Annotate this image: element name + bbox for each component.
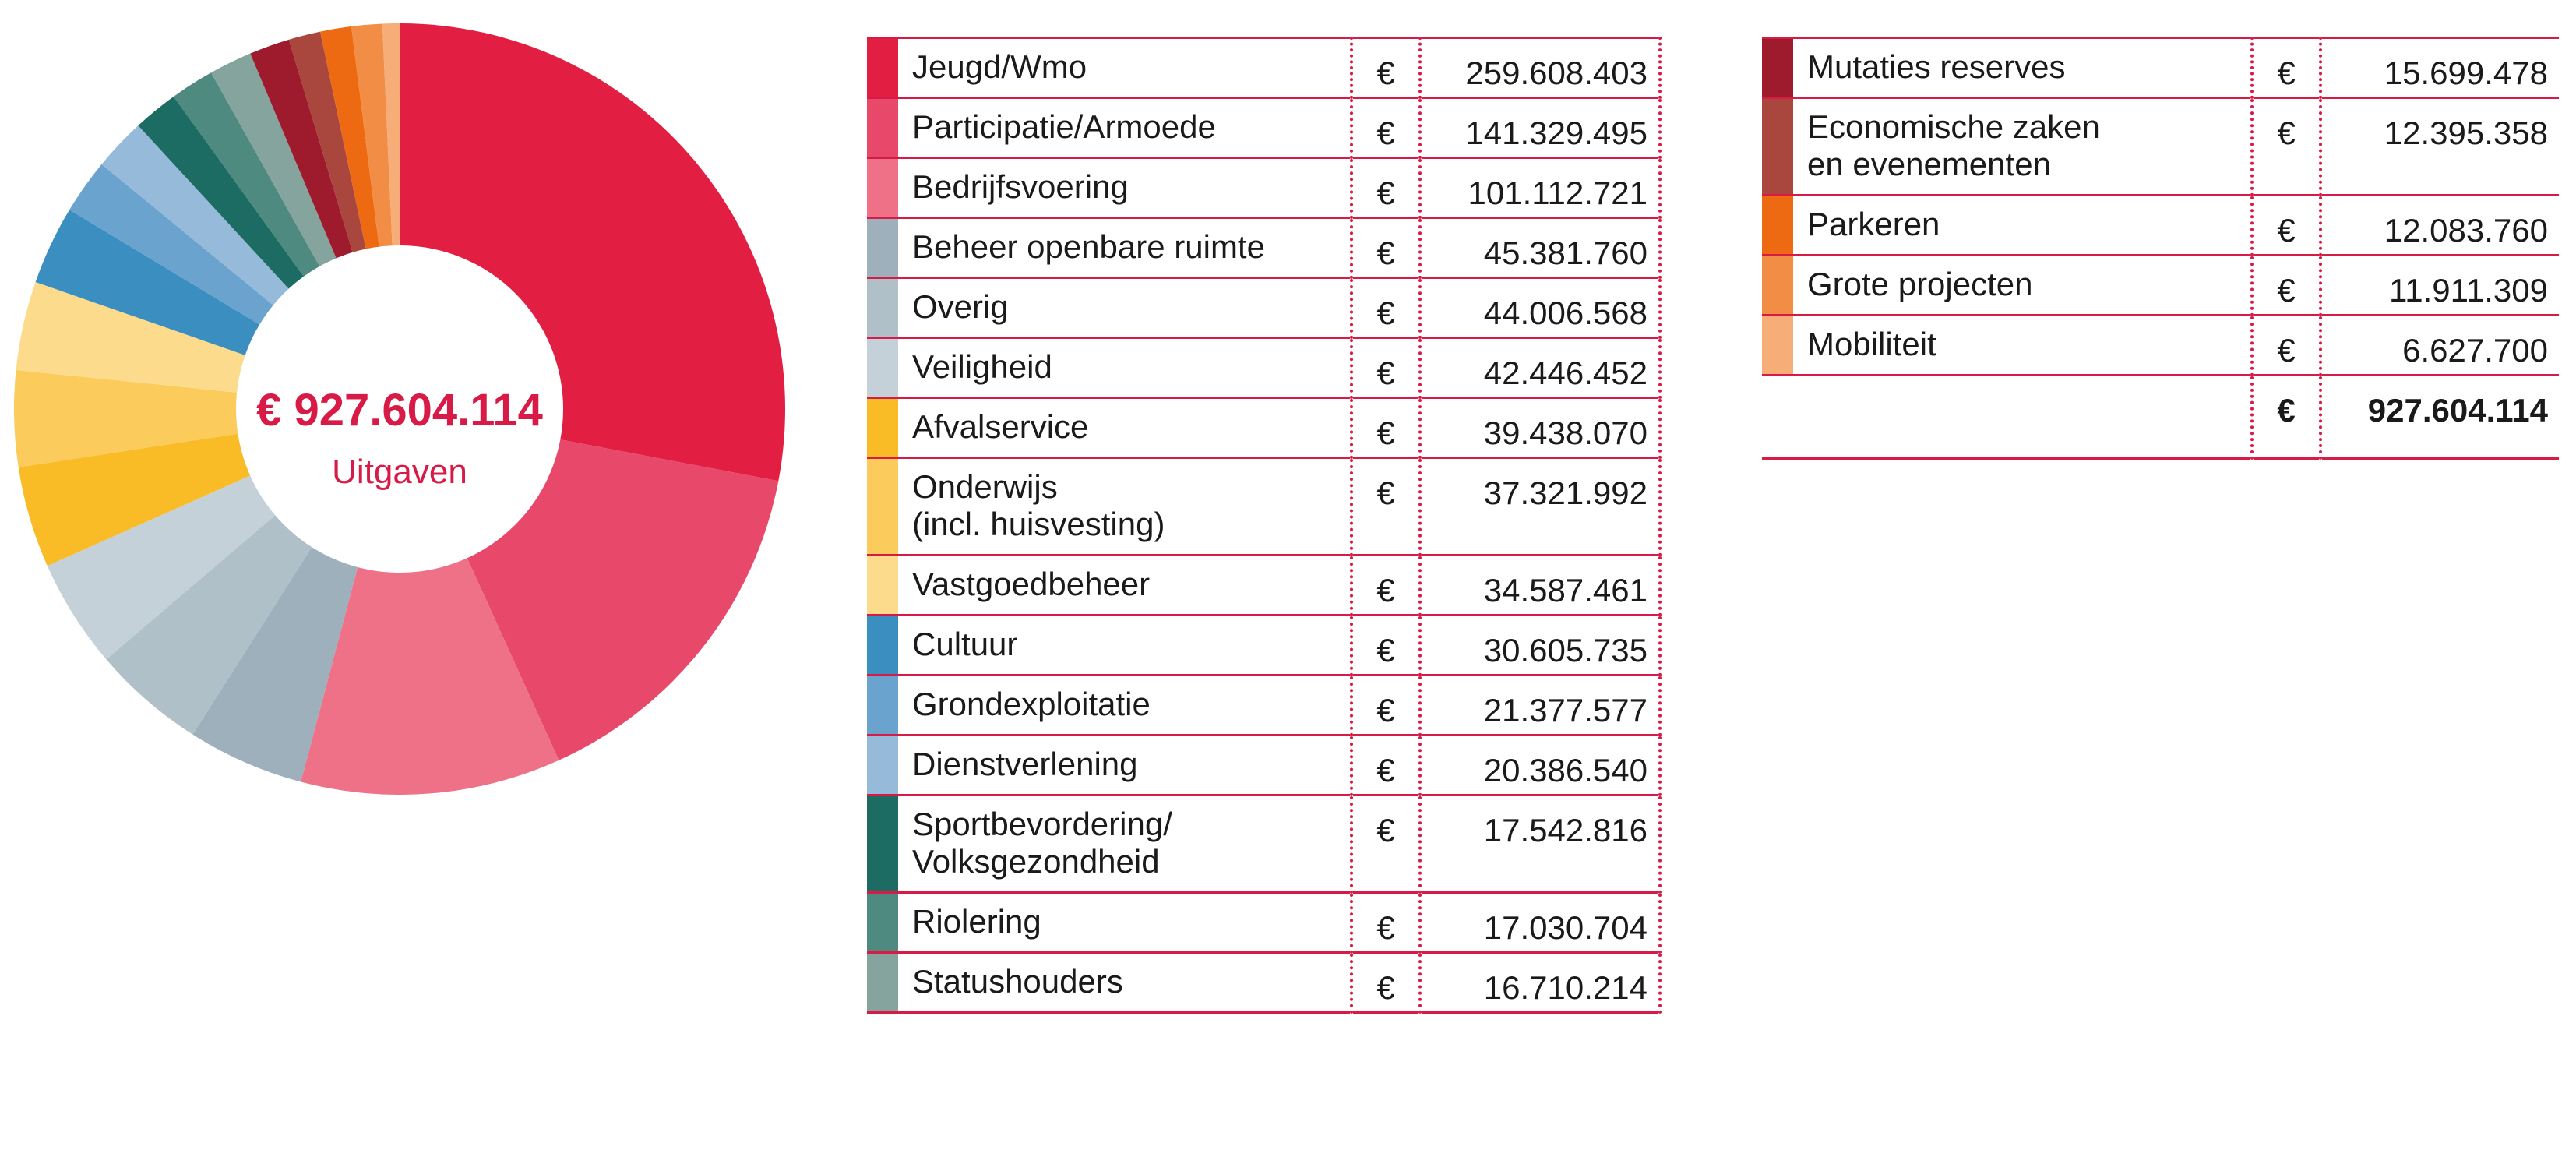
- legend-amount: 16.710.214: [1420, 953, 1660, 1013]
- legend-row: [867, 893, 1660, 953]
- legend-row: [867, 795, 1660, 893]
- legend-table-right: [1762, 37, 2559, 460]
- legend-swatch: [867, 278, 898, 338]
- legend-row: [867, 616, 1660, 676]
- legend-row: [1762, 316, 2559, 376]
- legend-swatch: [867, 38, 898, 98]
- legend-label: Dienstverlening: [898, 736, 1351, 795]
- currency-symbol: €: [2252, 38, 2321, 98]
- currency-symbol: €: [1351, 278, 1420, 338]
- currency-symbol: €: [1351, 953, 1420, 1013]
- legend-swatch: [1762, 316, 1793, 376]
- legend-swatch: [867, 616, 898, 676]
- legend-swatch: [1762, 98, 1793, 196]
- legend-label: Afvalservice: [898, 398, 1351, 458]
- currency-symbol: €: [2252, 256, 2321, 316]
- legend-row: [867, 556, 1660, 616]
- legend-swatch: [867, 556, 898, 616]
- legend-row: [867, 158, 1660, 218]
- legend-row: [867, 98, 1660, 158]
- legend-amount: 20.386.540: [1420, 736, 1660, 795]
- legend-amount: 17.030.704: [1420, 893, 1660, 953]
- legend-row: [1762, 38, 2559, 98]
- legend-label: Grote projecten: [1793, 256, 2252, 316]
- currency-symbol: €: [1351, 458, 1420, 556]
- legend-row: [867, 676, 1660, 736]
- legend-row: [867, 278, 1660, 338]
- legend-label: Statushouders: [898, 953, 1351, 1013]
- legend-amount: 141.329.495: [1420, 98, 1660, 158]
- legend-amount: 6.627.700: [2321, 316, 2559, 376]
- legend-label: Onderwijs (incl. huisvesting): [898, 458, 1351, 556]
- legend-label: Veiligheid: [898, 338, 1351, 398]
- legend-amount: 42.446.452: [1420, 338, 1660, 398]
- legend-label: Beheer openbare ruimte: [898, 218, 1351, 278]
- legend-label: Vastgoedbeheer: [898, 556, 1351, 616]
- legend-row: [1762, 196, 2559, 256]
- legend-swatch: [867, 158, 898, 218]
- legend-amount: 11.911.309: [2321, 256, 2559, 316]
- legend-amount: 17.542.816: [1420, 795, 1660, 893]
- legend-amount: 39.438.070: [1420, 398, 1660, 458]
- legend-row: [867, 736, 1660, 795]
- legend-row: [867, 38, 1660, 98]
- center-label: Uitgaven: [332, 453, 467, 491]
- legend-amount: 44.006.568: [1420, 278, 1660, 338]
- legend-swatch: [867, 338, 898, 398]
- currency-symbol: €: [1351, 795, 1420, 893]
- legend-swatch: [867, 676, 898, 736]
- currency-symbol: €: [1351, 38, 1420, 98]
- legend-label: Overig: [898, 278, 1351, 338]
- legend-swatch: [867, 795, 898, 893]
- legend-label: Bedrijfsvoering: [898, 158, 1351, 218]
- legend-swatch: [1762, 38, 1793, 98]
- total-spacer: [1762, 376, 2252, 459]
- legend-amount: 30.605.735: [1420, 616, 1660, 676]
- currency-symbol: €: [1351, 398, 1420, 458]
- total-amount: 927.604.114: [2321, 376, 2559, 459]
- legend-swatch: [867, 218, 898, 278]
- currency-symbol: €: [2252, 316, 2321, 376]
- legend-row: [1762, 98, 2559, 196]
- currency-symbol: €: [2252, 98, 2321, 196]
- legend-swatch: [867, 736, 898, 795]
- total-currency: €: [2252, 376, 2321, 459]
- legend-label: Participatie/Armoede: [898, 98, 1351, 158]
- currency-symbol: €: [1351, 893, 1420, 953]
- legend-swatch: [1762, 196, 1793, 256]
- currency-symbol: €: [1351, 98, 1420, 158]
- legend-row: [867, 398, 1660, 458]
- legend-row: [867, 953, 1660, 1013]
- legend-swatch: [867, 398, 898, 458]
- legend-swatch: [867, 893, 898, 953]
- legend-amount: 12.083.760: [2321, 196, 2559, 256]
- legend-label: Mutaties reserves: [1793, 38, 2252, 98]
- legend-row: [867, 218, 1660, 278]
- currency-symbol: €: [1351, 676, 1420, 736]
- legend-row: [1762, 256, 2559, 316]
- currency-symbol: €: [1351, 736, 1420, 795]
- legend-label: Mobiliteit: [1793, 316, 2252, 376]
- currency-symbol: €: [1351, 218, 1420, 278]
- legend-label: Cultuur: [898, 616, 1351, 676]
- legend-label: Riolering: [898, 893, 1351, 953]
- donut-chart: [14, 23, 785, 795]
- legend-swatch: [867, 953, 898, 1013]
- legend-amount: 12.395.358: [2321, 98, 2559, 196]
- legend-swatch: [1762, 256, 1793, 316]
- legend-table-left: [867, 37, 1662, 1014]
- currency-symbol: €: [1351, 616, 1420, 676]
- legend-label: Sportbevordering/ Volksgezondheid: [898, 795, 1351, 893]
- legend-amount: 21.377.577: [1420, 676, 1660, 736]
- total-row: [1762, 376, 2559, 459]
- legend-amount: 259.608.403: [1420, 38, 1660, 98]
- legend-row: [867, 458, 1660, 556]
- currency-symbol: €: [1351, 556, 1420, 616]
- legend-label: Grondexploitatie: [898, 676, 1351, 736]
- currency-symbol: €: [2252, 196, 2321, 256]
- legend-amount: 45.381.760: [1420, 218, 1660, 278]
- legend-swatch: [867, 458, 898, 556]
- legend-label: Parkeren: [1793, 196, 2252, 256]
- currency-symbol: €: [1351, 158, 1420, 218]
- center-value: € 927.604.114: [256, 385, 543, 436]
- legend-amount: 34.587.461: [1420, 556, 1660, 616]
- legend-row: [867, 338, 1660, 398]
- legend-amount: 37.321.992: [1420, 458, 1660, 556]
- legend-label: Economische zaken en evenementen: [1793, 98, 2252, 196]
- legend-swatch: [867, 98, 898, 158]
- legend-label: Jeugd/Wmo: [898, 38, 1351, 98]
- legend-amount: 15.699.478: [2321, 38, 2559, 98]
- currency-symbol: €: [1351, 338, 1420, 398]
- legend-amount: 101.112.721: [1420, 158, 1660, 218]
